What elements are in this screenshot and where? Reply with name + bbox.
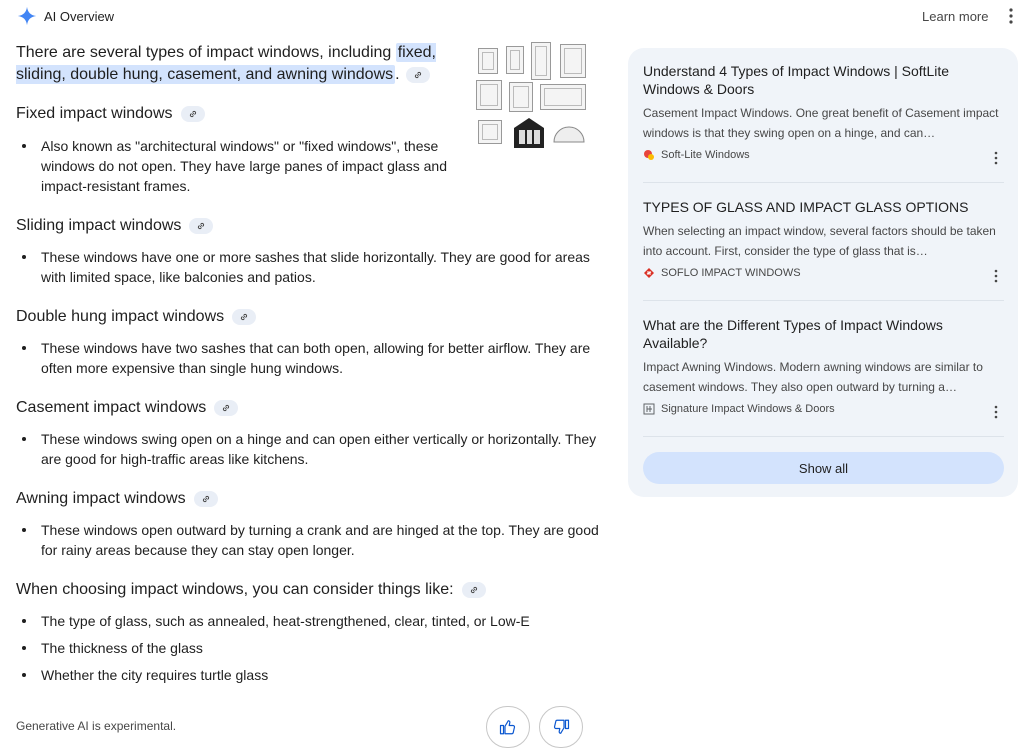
thumbs-up-icon — [499, 718, 517, 736]
section-heading-text: Fixed impact windows — [16, 105, 173, 122]
citation-link-icon[interactable] — [462, 582, 486, 598]
divider — [643, 436, 1004, 437]
list-item: These windows have two sashes that can both open, allowing for better airflow. They are often more expensive than single hung windows. — [16, 338, 591, 378]
citation-link-icon[interactable] — [189, 218, 213, 234]
citation-link-icon[interactable] — [181, 106, 205, 122]
source-more-icon[interactable] — [994, 151, 998, 165]
divider — [643, 182, 1004, 183]
source-snippet: When selecting an impact window, several factors should be taken into account. First, consider the type of glass that is… — [643, 224, 996, 258]
gemini-sparkle-icon — [17, 6, 37, 26]
section-heading-text: Awning impact windows — [16, 490, 186, 507]
list-item: Whether the city requires turtle glass — [16, 665, 606, 685]
source-card[interactable] — [643, 198, 1004, 279]
arch-window-thumb — [552, 124, 586, 144]
citation-link-icon[interactable] — [232, 309, 256, 325]
list-item: The thickness of the glass — [16, 638, 606, 658]
more-options-icon[interactable] — [1004, 6, 1018, 26]
intro-paragraph — [16, 42, 461, 86]
soflo-favicon-icon — [643, 267, 655, 279]
source-more-icon[interactable] — [994, 405, 998, 419]
window-types-image[interactable] — [476, 42, 588, 152]
gazebo-window-thumb — [512, 116, 546, 150]
window-thumb — [478, 48, 498, 74]
show-all-button[interactable]: Show all — [643, 452, 1004, 484]
source-title[interactable]: What are the Different Types of Impact Windows Available? — [643, 317, 943, 351]
citation-link-icon[interactable] — [194, 491, 218, 507]
source-card[interactable] — [643, 62, 1004, 161]
source-title[interactable]: TYPES OF GLASS AND IMPACT GLASS OPTIONS — [643, 199, 969, 215]
source-snippet: Casement Impact Windows. One great benefit of Casement impact windows is that they swing open on a hinge, and can… — [643, 106, 999, 140]
source-meta — [643, 403, 1004, 415]
intro-text: There are several types of impact windows, including — [16, 44, 396, 61]
intro-text-end: . — [395, 66, 400, 83]
section-heading-fixed — [16, 105, 205, 123]
window-thumb — [506, 46, 524, 74]
source-site-name: SOFLO IMPACT WINDOWS — [661, 267, 801, 279]
section-bullets-sliding — [16, 247, 591, 287]
list-item: The type of glass, such as annealed, heat-strengthened, clear, tinted, or Low-E — [16, 611, 606, 631]
intro-highlight: fixed, sliding, double hung, casement, and awning windows — [16, 44, 436, 83]
window-thumb — [560, 44, 586, 78]
softlite-favicon-icon — [643, 149, 655, 161]
section-bullets-double-hung — [16, 338, 591, 378]
section-heading-text: Sliding impact windows — [16, 217, 182, 234]
source-meta — [643, 149, 1004, 161]
divider — [643, 300, 1004, 301]
source-card[interactable] — [643, 316, 1004, 415]
source-site-name: Signature Impact Windows & Doors — [661, 403, 835, 415]
ai-overview-header — [0, 0, 1024, 32]
list-item: Also known as "architectural windows" or "fixed windows", these windows do not open. They have large panes of impact glass and impact-resistant frames. — [16, 136, 466, 196]
list-item: These windows have one or more sashes that slide horizontally. They are good for areas with limited space, like balconies and patios. — [16, 247, 591, 287]
window-thumb — [476, 80, 502, 110]
list-item: These windows swing open on a hinge and can open either vertically or horizontally. They are good for high-traffic areas like kitchens. — [16, 429, 606, 469]
window-thumb — [509, 82, 533, 112]
source-title[interactable]: Understand 4 Types of Impact Windows | SoftLite Windows & Doors — [643, 63, 950, 97]
window-thumb — [531, 42, 551, 80]
section-heading-text: Double hung impact windows — [16, 308, 225, 325]
window-thumb — [478, 120, 502, 144]
source-site-name: Soft-Lite Windows — [661, 149, 750, 161]
learn-more-link[interactable]: Learn more — [922, 9, 989, 24]
section-heading-awning — [16, 490, 218, 508]
thumbs-down-icon — [552, 718, 570, 736]
section-heading-text: When choosing impact windows, you can consider things like: — [16, 581, 454, 598]
source-more-icon[interactable] — [994, 269, 998, 283]
section-heading-double-hung — [16, 308, 256, 326]
section-heading-considerations — [16, 581, 486, 599]
section-bullets-casement — [16, 429, 606, 469]
ai-overview-label: AI Overview — [44, 8, 115, 24]
ai-overview-title — [17, 6, 114, 26]
section-bullets-awning — [16, 520, 606, 560]
citation-link-icon[interactable] — [406, 67, 430, 83]
citation-link-icon[interactable] — [214, 400, 238, 416]
signature-favicon-icon — [643, 403, 655, 415]
section-heading-casement — [16, 399, 238, 417]
section-bullets-considerations — [16, 611, 606, 685]
source-snippet: Impact Awning Windows. Modern awning windows are similar to casement windows. They also open outward by turning a… — [643, 360, 983, 394]
experimental-note: Generative AI is experimental. — [16, 719, 177, 733]
source-meta — [643, 267, 1004, 279]
sources-panel — [628, 48, 1018, 497]
list-item: These windows open outward by turning a crank and are hinged at the top. They are good for rainy areas because they can stay open longer. — [16, 520, 606, 560]
thumbs-up-button[interactable] — [486, 706, 530, 748]
section-bullets-fixed — [16, 136, 466, 196]
section-heading-sliding — [16, 217, 213, 235]
window-thumb — [540, 84, 586, 110]
thumbs-down-button[interactable] — [539, 706, 583, 748]
section-heading-text: Casement impact windows — [16, 399, 207, 416]
